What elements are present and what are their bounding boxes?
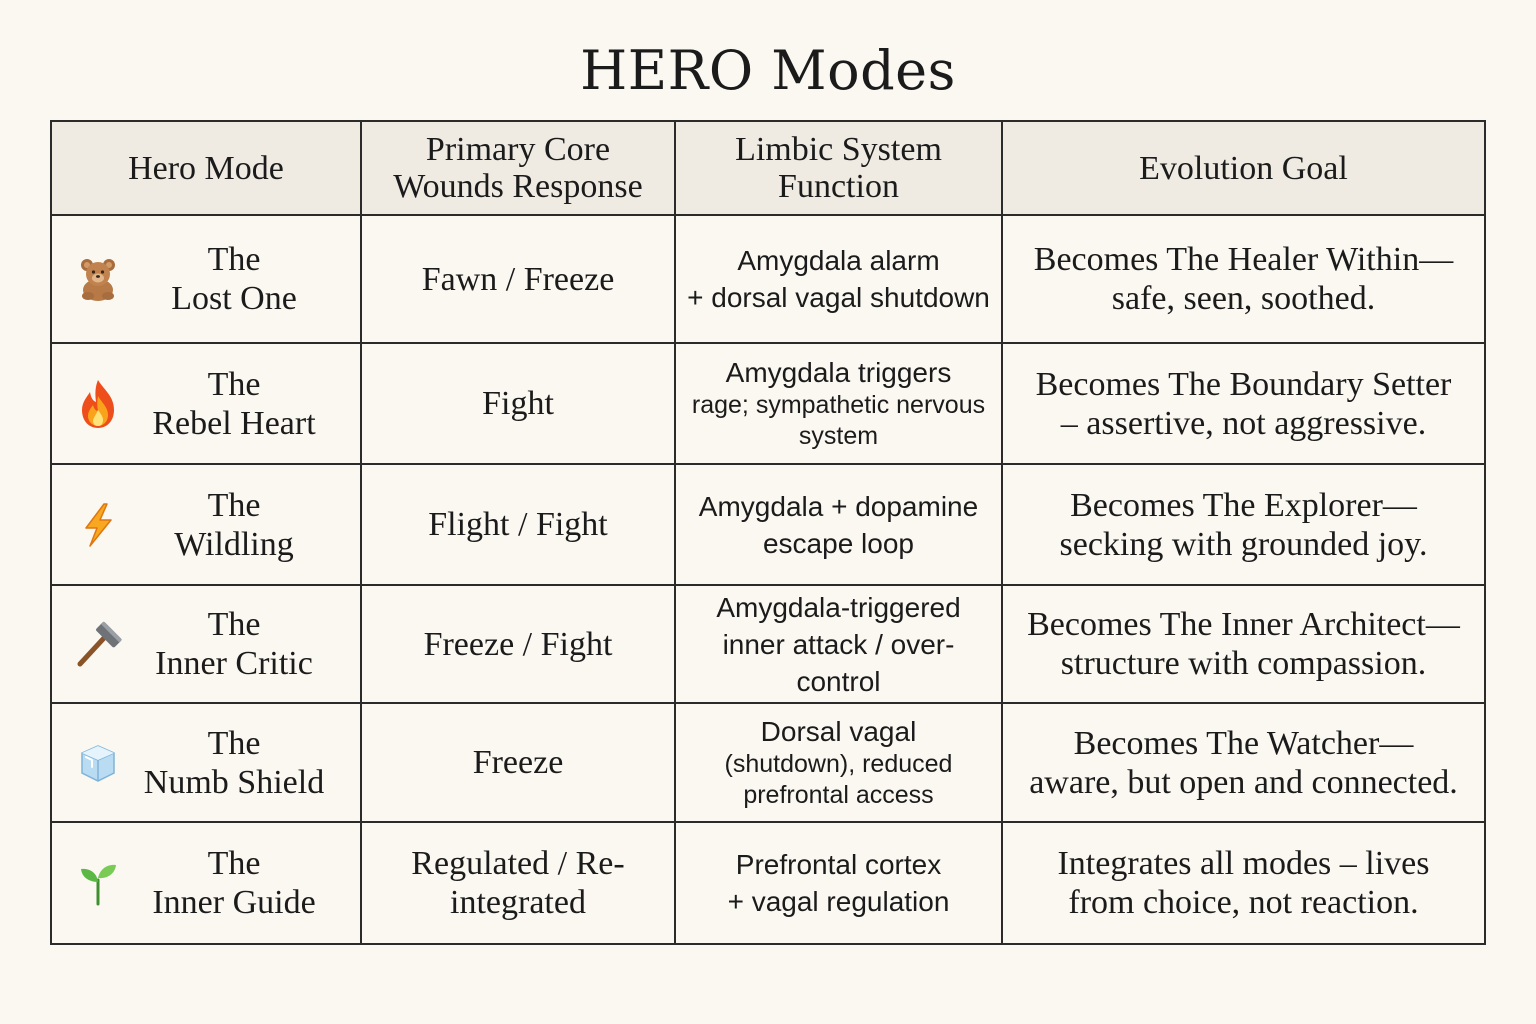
limbic-line2: + vagal regulation bbox=[727, 886, 950, 917]
core-wound-cell: Flight / Fight bbox=[361, 464, 675, 585]
hero-mode-name bbox=[124, 605, 344, 683]
table-row bbox=[51, 215, 1485, 343]
limbic-function-cell bbox=[675, 703, 1002, 822]
evolution-goal-cell bbox=[1002, 215, 1485, 343]
limbic-line1: Amygdala-triggered bbox=[716, 591, 961, 623]
hero-mode-cell bbox=[51, 822, 361, 944]
header-hero-mode-label: Hero Mode bbox=[128, 149, 284, 187]
hero-mode-cell bbox=[51, 343, 361, 464]
header-evolution-goal bbox=[1002, 121, 1485, 215]
header-hero-mode bbox=[51, 121, 361, 215]
table-row bbox=[51, 464, 1485, 585]
goal-line1: Becomes The Explorer— bbox=[1070, 486, 1417, 524]
goal-line2: secking with grounded joy. bbox=[1059, 525, 1428, 563]
limbic-line3: prefrontal access bbox=[743, 780, 934, 809]
table-row bbox=[51, 703, 1485, 822]
header-core-wounds-line1: Primary Core bbox=[425, 131, 611, 168]
hero-mode-name bbox=[124, 240, 344, 318]
limbic-function-cell bbox=[675, 822, 1002, 944]
evolution-goal-cell bbox=[1002, 822, 1485, 944]
header-limbic-function bbox=[675, 121, 1002, 215]
lightning-icon bbox=[72, 499, 124, 551]
core-wound-cell: Freeze / Fight bbox=[361, 585, 675, 703]
evolution-goal-cell bbox=[1002, 585, 1485, 703]
hero-mode-name bbox=[124, 844, 344, 922]
goal-line1: Becomes The Boundary Setter bbox=[1035, 365, 1452, 403]
evolution-goal-cell bbox=[1002, 703, 1485, 822]
goal-line1: Becomes The Healer Within— bbox=[1033, 241, 1454, 278]
goal-line2: structure with compassion. bbox=[1060, 645, 1427, 682]
hero-mode-name-line1: The bbox=[207, 845, 261, 882]
core-wound-cell: Regulated / Re-integrated bbox=[361, 822, 675, 944]
hero-mode-name-line1: The bbox=[207, 606, 261, 643]
hero-mode-name-line2: Inner Critic bbox=[155, 645, 313, 682]
hero-mode-name bbox=[124, 724, 344, 802]
seedling-icon bbox=[72, 857, 124, 909]
header-core-wounds-line2: Wounds Response bbox=[393, 168, 643, 205]
limbic-line2: escape loop bbox=[762, 527, 914, 559]
limbic-line3: system bbox=[798, 421, 879, 450]
goal-line2: aware, but open and connected. bbox=[1029, 763, 1458, 801]
page-title: HERO Modes bbox=[580, 39, 956, 102]
limbic-line1: Prefrontal cortex bbox=[735, 849, 942, 880]
hammer-icon bbox=[72, 618, 124, 670]
limbic-line1: Dorsal vagal bbox=[760, 715, 917, 747]
hero-mode-name-line2: Rebel Heart bbox=[152, 404, 316, 442]
core-wound-cell: Fawn / Freeze bbox=[361, 215, 675, 343]
goal-line2: – assertive, not aggressive. bbox=[1060, 404, 1427, 442]
hero-mode-name-line2: Inner Guide bbox=[152, 884, 316, 921]
hero-mode-cell bbox=[51, 215, 361, 343]
limbic-function-cell bbox=[675, 585, 1002, 703]
limbic-line2: rage; sympathetic nervous bbox=[691, 390, 986, 419]
hero-mode-cell bbox=[51, 703, 361, 822]
goal-line1: Integrates all modes – lives bbox=[1057, 845, 1430, 882]
goal-line2: safe, seen, soothed. bbox=[1111, 280, 1376, 317]
limbic-line2: (shutdown), reduced bbox=[724, 749, 953, 778]
limbic-line2: inner attack / over-control bbox=[722, 628, 955, 697]
hero-mode-cell bbox=[51, 464, 361, 585]
hero-mode-name bbox=[124, 486, 344, 564]
hero-mode-name-line1: The bbox=[207, 724, 261, 762]
hero-mode-name-line1: The bbox=[207, 486, 261, 524]
hero-mode-name bbox=[124, 365, 344, 443]
limbic-line1: Amygdala + dopamine bbox=[698, 490, 979, 522]
hero-mode-name-line2: Wildling bbox=[174, 525, 294, 563]
core-wound-cell: Fight bbox=[361, 343, 675, 464]
table-row bbox=[51, 822, 1485, 944]
hero-modes-table bbox=[50, 120, 1486, 945]
hero-mode-cell bbox=[51, 585, 361, 703]
hero-mode-name-line2: Numb Shield bbox=[143, 763, 325, 801]
header-limbic-line1: Limbic System bbox=[735, 131, 942, 168]
core-wound-cell: Freeze bbox=[361, 703, 675, 822]
header-evolution-goal-label: Evolution Goal bbox=[1139, 149, 1348, 187]
table-row bbox=[51, 343, 1485, 464]
limbic-function-cell bbox=[675, 215, 1002, 343]
hero-mode-name-line1: The bbox=[207, 365, 261, 403]
ice-cube-icon bbox=[72, 737, 124, 789]
goal-line2: from choice, not reaction. bbox=[1068, 884, 1419, 921]
goal-line1: Becomes The Watcher— bbox=[1073, 724, 1414, 762]
evolution-goal-cell bbox=[1002, 464, 1485, 585]
limbic-line1: Amygdala triggers bbox=[725, 356, 952, 388]
teddy-bear-icon bbox=[72, 253, 124, 305]
limbic-function-cell bbox=[675, 464, 1002, 585]
fire-icon bbox=[72, 378, 124, 430]
header-core-wounds bbox=[361, 121, 675, 215]
goal-line1: Becomes The Inner Architect— bbox=[1027, 606, 1460, 643]
header-limbic-line2: Function bbox=[778, 168, 899, 205]
hero-mode-name-line2: Lost One bbox=[171, 280, 297, 317]
limbic-line1: Amygdala alarm bbox=[737, 245, 940, 276]
table-row bbox=[51, 585, 1485, 703]
limbic-line2: + dorsal vagal shutdown bbox=[687, 282, 990, 313]
limbic-function-cell bbox=[675, 343, 1002, 464]
header-row bbox=[51, 121, 1485, 215]
hero-mode-name-line1: The bbox=[207, 241, 261, 278]
evolution-goal-cell bbox=[1002, 343, 1485, 464]
